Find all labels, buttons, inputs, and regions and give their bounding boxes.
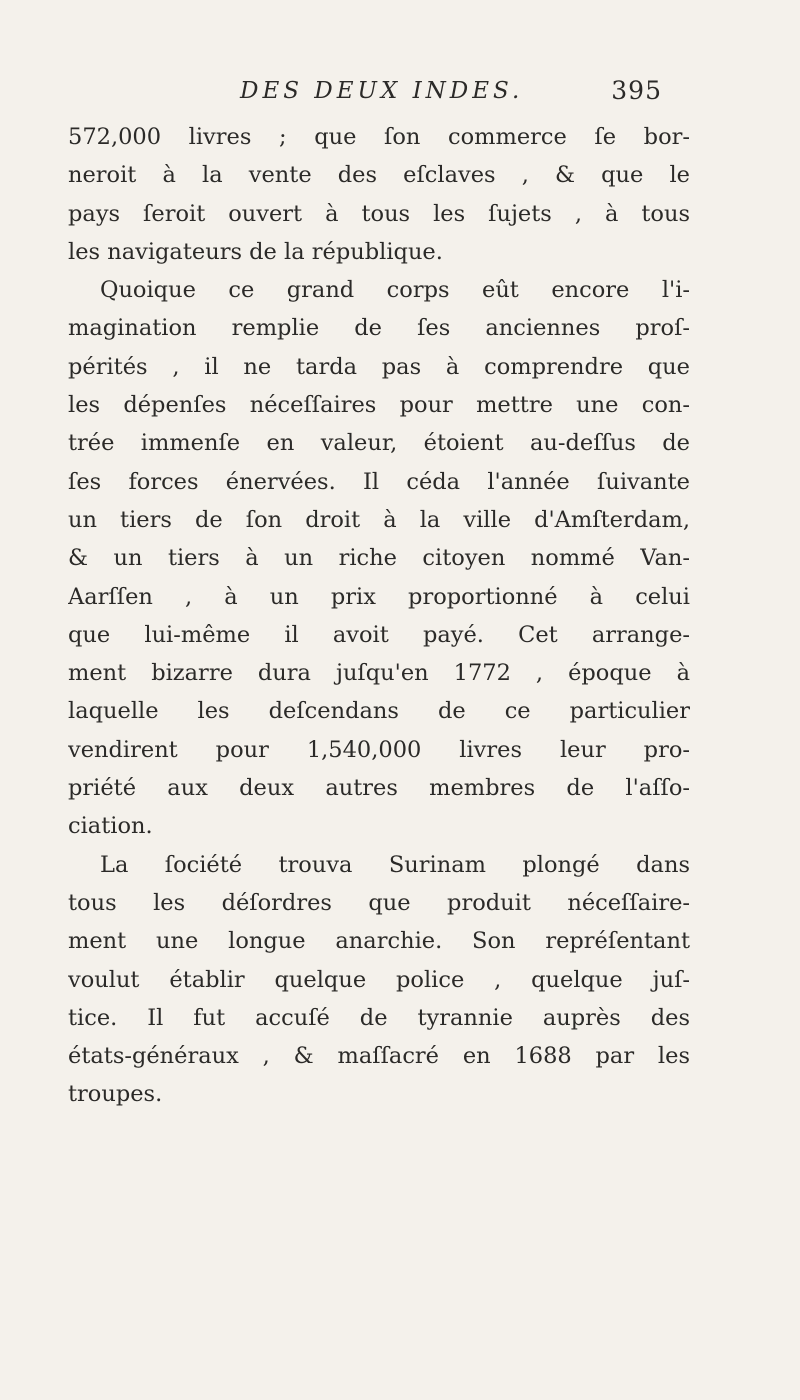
text-line: La ſociété trouva Surinam plongé dans [100, 851, 690, 878]
text-line: priété aux deux autres membres de l'aſſo- [68, 775, 690, 802]
running-title: DES DEUX INDES. [240, 78, 524, 104]
text-line: pérités , il ne tarda pas à comprendre que [68, 353, 690, 380]
text-line: un tiers de ſon droit à la ville d'Amſterdam, [68, 506, 690, 533]
text-line: ment bizarre dura juſqu'en 1772 , époque à [68, 660, 690, 687]
text-line: les dépenſes néceſſaires pour mettre une con- [68, 392, 690, 419]
text-line: les navigateurs de la république. [68, 238, 443, 265]
text-line: tice. Il fut accuſé de tyrannie auprès des [68, 1004, 690, 1031]
text-line: voulut établir quelque police , quelque juſ- [68, 966, 690, 993]
text-line: que lui-même il avoit payé. Cet arrange- [68, 621, 690, 648]
text-line: états-généraux , & maſſacré en 1688 par les [68, 1043, 690, 1070]
text-line: neroit à la vente des eſclaves , & que le [68, 162, 690, 189]
page-number: 395 [611, 76, 662, 105]
text-line: 572,000 livres ; que ſon commerce ſe bor- [68, 124, 690, 150]
text-line: laquelle les deſcendans de ce particulier [68, 698, 690, 725]
text-line: tous les déſordres que produit néceſſaire- [68, 889, 690, 916]
text-line: Quoique ce grand corps eût encore l'i- [100, 277, 690, 304]
body-text [68, 118, 690, 1114]
text-line: Aarſſen , à un prix proportionné à celui [68, 583, 690, 610]
text-line: ment une longue anarchie. Son repréſentant [68, 928, 690, 955]
text-line: trée immenſe en valeur, étoient au-deſſus de [68, 430, 690, 457]
text-line: vendirent pour 1,540,000 livres leur pro- [68, 736, 690, 763]
text-line: pays ſeroit ouvert à tous les ſujets , à tous [68, 200, 690, 227]
text-line: troupes. [68, 1081, 163, 1108]
text-line: ciation. [68, 813, 153, 840]
text-line: ſes forces énervées. Il céda l'année ſuivante [68, 468, 690, 495]
text-line: & un tiers à un riche citoyen nommé Van- [68, 545, 690, 572]
running-head [232, 76, 662, 110]
text-line: magination remplie de ſes anciennes proſ- [68, 315, 690, 342]
